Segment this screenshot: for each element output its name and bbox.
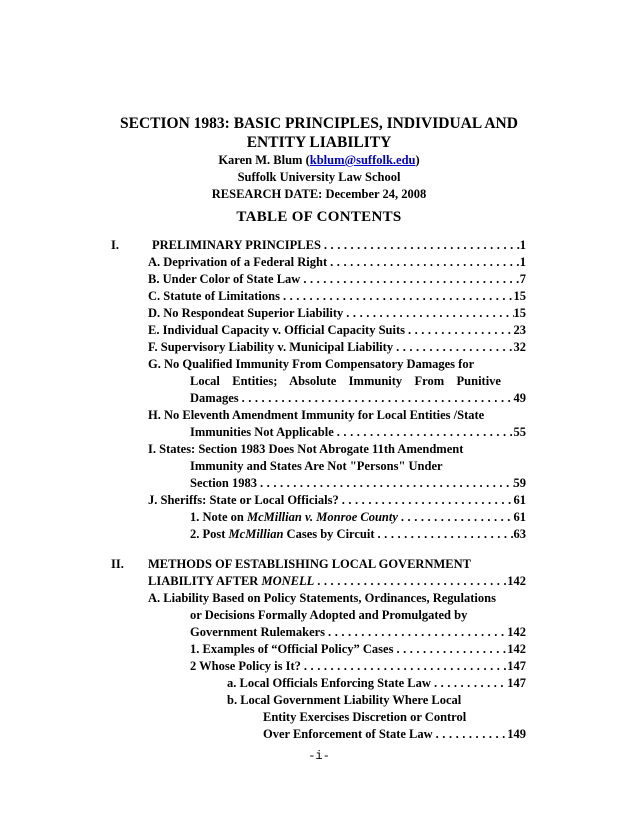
toc-entry-label: Government Rulemakers (190, 625, 326, 639)
toc-entry-page: 7 (519, 272, 526, 286)
toc-entry-prefix: 2. Post (190, 527, 229, 541)
toc-entry[interactable] (148, 305, 526, 322)
toc-entry-label: PRELIMINARY PRINCIPLES (152, 238, 321, 252)
toc-entry-line[interactable]: A. Liability Based on Policy Statements, Ordinances, Regulations (148, 591, 496, 605)
toc-entry-label: a. Local Officials Enforcing State Law (227, 676, 431, 690)
toc-entry[interactable] (148, 288, 526, 305)
toc-entry-page: 142 (507, 625, 526, 639)
toc-entry-line[interactable]: or Decisions Formally Adopted and Promulgated by (190, 608, 468, 622)
dot-leader (257, 475, 513, 492)
toc-entry[interactable] (148, 254, 526, 271)
school-name: Suffolk University Law School (237, 170, 401, 184)
toc-entry-line[interactable]: I. States: Section 1983 Does Not Abrogate 11th Amendment (148, 442, 464, 456)
author-email-link[interactable]: kblum@suffolk.edu (309, 153, 416, 167)
toc-entry[interactable] (148, 573, 526, 590)
toc-entry-page: 147 (507, 676, 526, 690)
toc-entry-label (190, 509, 398, 526)
toc-entry-line[interactable]: Immunity and States Are Not "Persons" Under (190, 459, 443, 473)
research-date: RESEARCH DATE: December 24, 2008 (211, 187, 427, 201)
toc-entry-page: 55 (513, 425, 526, 439)
toc-entry-page: 142 (507, 642, 526, 656)
dot-leader (339, 492, 514, 509)
toc-entry-label: A. Deprivation of a Federal Right (148, 255, 328, 269)
dot-leader (431, 675, 507, 692)
toc-entry-page: 1 (519, 255, 526, 269)
dot-leader (325, 624, 507, 641)
document-title-line1: SECTION 1983: BASIC PRINCIPLES, INDIVIDUAL AND (120, 115, 518, 132)
toc-entry-page: 15 (513, 306, 526, 320)
toc-entry[interactable] (190, 624, 526, 641)
case-name: McMillian (228, 527, 284, 541)
toc-entry-line[interactable]: G. No Qualified Immunity From Compensatory Damages for (148, 357, 475, 371)
dot-leader (375, 526, 514, 543)
toc-entry-line[interactable]: H. No Eleventh Amendment Immunity for Local Entities /State (148, 408, 485, 422)
dot-leader (280, 288, 514, 305)
toc-entry-suffix: Cases by Circuit (283, 527, 375, 541)
page-number-footer: -i- (308, 749, 330, 763)
toc-entry-label (190, 526, 375, 543)
toc-entry[interactable] (190, 526, 526, 543)
toc-entry-page: 61 (513, 510, 526, 524)
dot-leader (398, 509, 514, 526)
dot-leader (321, 237, 520, 254)
toc-entry-prefix: 1. Note on (190, 510, 247, 524)
case-name: McMillian v. Monroe County (246, 510, 398, 524)
toc-entry-page: 142 (507, 574, 526, 588)
toc-entry-page: 32 (513, 340, 526, 354)
toc-entry-label: E. Individual Capacity v. Official Capacity Suits (148, 323, 405, 337)
dot-leader (334, 424, 514, 441)
dot-leader (433, 726, 508, 743)
dot-leader (314, 573, 507, 590)
dot-leader (327, 254, 520, 271)
toc-entry[interactable] (190, 475, 526, 492)
dot-leader (393, 339, 513, 356)
toc-entry-line[interactable]: b. Local Government Liability Where Local (227, 693, 462, 707)
toc-entry-page: 149 (507, 727, 526, 741)
toc-entry-prefix: LIABILITY AFTER (148, 574, 262, 588)
toc-entry-page: 49 (513, 391, 526, 405)
toc-entry-line[interactable]: Entity Exercises Discretion or Control (263, 710, 467, 724)
toc-entry[interactable] (148, 322, 526, 339)
case-name: MONELL (261, 574, 315, 588)
dot-leader (239, 390, 514, 407)
toc-entry-label (148, 573, 314, 590)
toc-entry-label: J. Sheriffs: State or Local Officials? (148, 493, 339, 507)
toc-entry[interactable] (148, 271, 526, 288)
toc-entry[interactable] (190, 509, 526, 526)
dot-leader (301, 658, 507, 675)
toc-entry-line[interactable]: Local Entities; Absolute Immunity From Punitive (190, 374, 501, 388)
toc-entry[interactable] (190, 424, 526, 441)
toc-entry-label: B. Under Color of State Law (148, 272, 301, 286)
toc-entry-label: 2 Whose Policy is It? (190, 659, 301, 673)
section-number: II. (111, 557, 124, 571)
dot-leader (343, 305, 513, 322)
toc-entry-page: 147 (507, 659, 526, 673)
toc-entry[interactable] (190, 658, 526, 675)
toc-entry-page: 61 (513, 493, 526, 507)
toc-entry-label: Over Enforcement of State Law (263, 727, 433, 741)
document-title-line2: ENTITY LIABILITY (246, 134, 392, 151)
dot-leader (300, 271, 519, 288)
toc-entry[interactable] (152, 237, 526, 254)
toc-entry[interactable] (190, 390, 526, 407)
author-close: ) (415, 153, 420, 167)
toc-entry-label: Section 1983 (190, 476, 258, 490)
author-line (0, 153, 638, 168)
toc-entry[interactable] (148, 492, 526, 509)
toc-entry[interactable] (190, 641, 526, 658)
toc-entry[interactable] (263, 726, 526, 743)
toc-entry-page: 59 (513, 476, 526, 490)
toc-entry-line[interactable]: METHODS OF ESTABLISHING LOCAL GOVERNMENT (148, 557, 471, 571)
toc-entry-label: Immunities Not Applicable (190, 425, 334, 439)
dot-leader (405, 322, 514, 339)
toc-entry-page: 1 (519, 238, 526, 252)
toc-entry-label: C. Statute of Limitations (148, 289, 280, 303)
toc-entry-label: F. Supervisory Liability v. Municipal Liability (148, 340, 394, 354)
toc-entry[interactable] (227, 675, 526, 692)
toc-entry-label: D. No Respondeat Superior Liability (148, 306, 344, 320)
dot-leader (393, 641, 507, 658)
toc-entry-page: 15 (513, 289, 526, 303)
author-name: Karen M. Blum ( (218, 153, 310, 167)
toc-entry-label: 1. Examples of “Official Policy” Cases (190, 642, 394, 656)
toc-entry[interactable] (148, 339, 526, 356)
toc-entry-page: 23 (513, 323, 526, 337)
toc-title: TABLE OF CONTENTS (236, 209, 402, 225)
section-number: I. (111, 238, 119, 252)
toc-entry-label: Damages (190, 391, 239, 405)
toc-entry-page: 63 (513, 527, 526, 541)
